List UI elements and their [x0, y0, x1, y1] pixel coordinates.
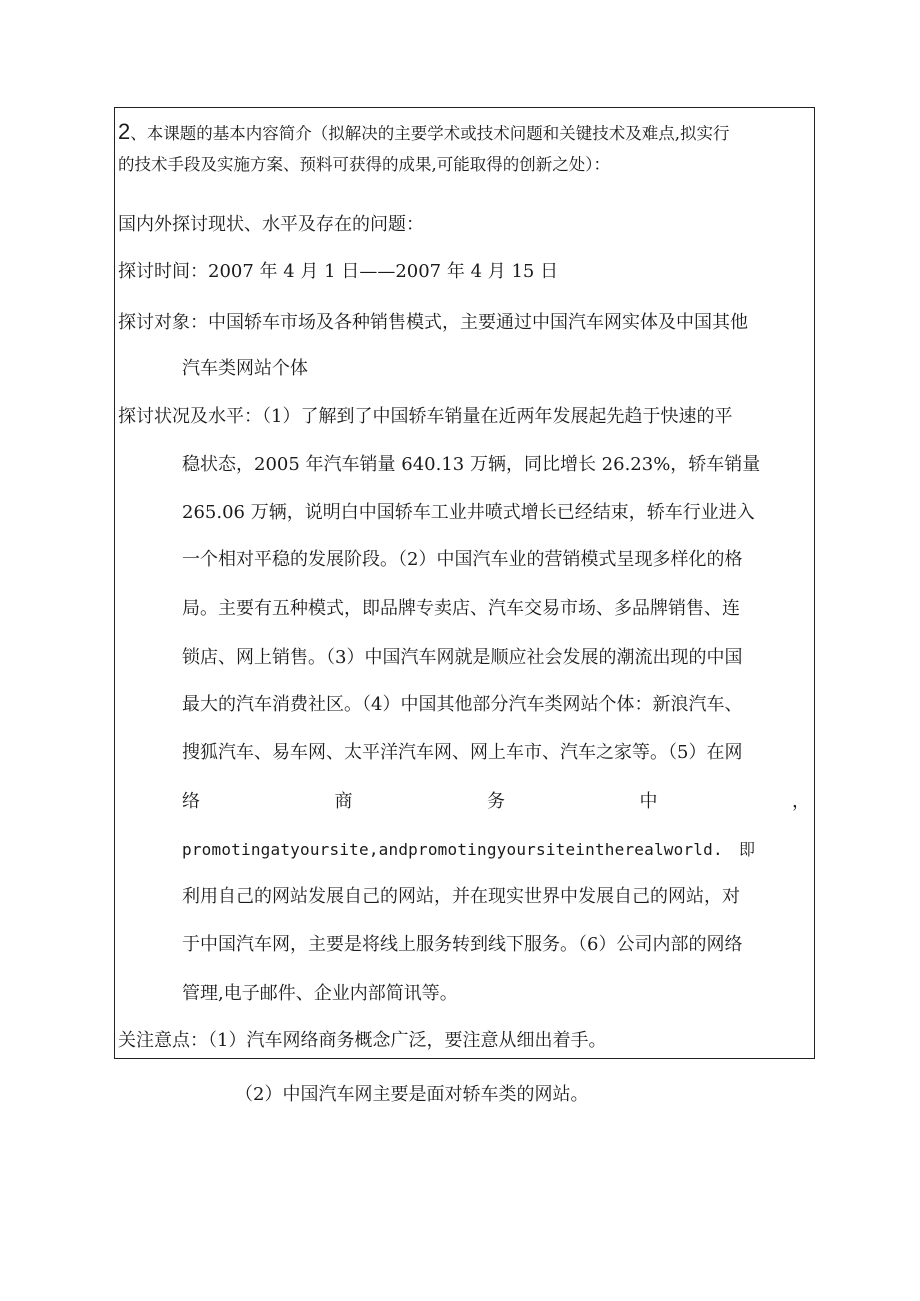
research-object-line1: 探讨对象：中国轿车市场及各种销售模式，主要通过中国汽车网实体及中国其他 — [118, 312, 748, 333]
section-intro-text: 、本课题的基本内容简介（拟解决的主要学术或技术问题和关键技术及难点,拟实行 — [130, 124, 730, 143]
status-line: 搜狐汽车、易车网、太平洋汽车网、网上车市、汽车之家等。（5）在网 — [182, 742, 743, 763]
content-table-cell — [114, 107, 815, 1059]
status-line: 探讨状况及水平：（1）了解到了中国轿车销量在近两年发展起先趋于快速的平 — [118, 406, 733, 427]
status-line: 265.06 万辆，说明白中国轿车工业井喷式增长已经结束，轿车行业进入 — [182, 502, 755, 523]
research-object-line2: 汽车类网站个体 — [182, 358, 308, 379]
status-line: 锁店、网上销售。（3）中国汽车网就是顺应社会发展的潮流出现的中国 — [182, 647, 743, 668]
status-line: 局。主要有五种模式，即品牌专卖店、汽车交易市场、多品牌销售、连 — [182, 598, 740, 619]
status-line: 利用自己的网站发展自己的网站，并在现实世界中发展自己的网站，对 — [182, 886, 740, 907]
research-heading: 国内外探讨现状、水平及存在的问题： — [118, 214, 424, 235]
attention-line2: （2）中国汽车网主要是面对轿车类的网站。 — [235, 1084, 589, 1105]
status-line-spaced: 络 商 务 中 ， — [182, 791, 810, 812]
status-line: 一个相对平稳的发展阶段。（2）中国汽车业的营销模式呈现多样化的格 — [182, 549, 743, 570]
status-line: 于中国汽车网，主要是将线上服务转到线下服务。（6）公司内部的网络 — [182, 934, 743, 955]
research-time: 探讨时间：2007 年 4 月 1 日——2007 年 4 月 15 日 — [118, 261, 559, 282]
english-phrase: promotingatyoursite,andpromotingyoursiteintherealworld. 即 — [182, 840, 756, 859]
section-header-line2: 的技术手段及实施方案、预料可获得的成果,可能取得的创新之处）： — [118, 155, 610, 174]
status-line: 管理,电子邮件、企业内部简讯等。 — [182, 983, 458, 1004]
section-header-line1 — [118, 120, 730, 146]
status-line: 最大的汽车消费社区。（4）中国其他部分汽车类网站个体：新浪汽车、 — [182, 694, 743, 715]
attention-line1: 关注意点：（1）汽车网络商务概念广泛，要注意从细出着手。 — [118, 1030, 607, 1051]
section-number: 2 — [118, 119, 131, 144]
status-line: 稳状态，2005 年汽车销量 640.13 万辆，同比增长 26.23%，轿车销量 — [182, 454, 761, 475]
status-line-english — [182, 838, 755, 862]
